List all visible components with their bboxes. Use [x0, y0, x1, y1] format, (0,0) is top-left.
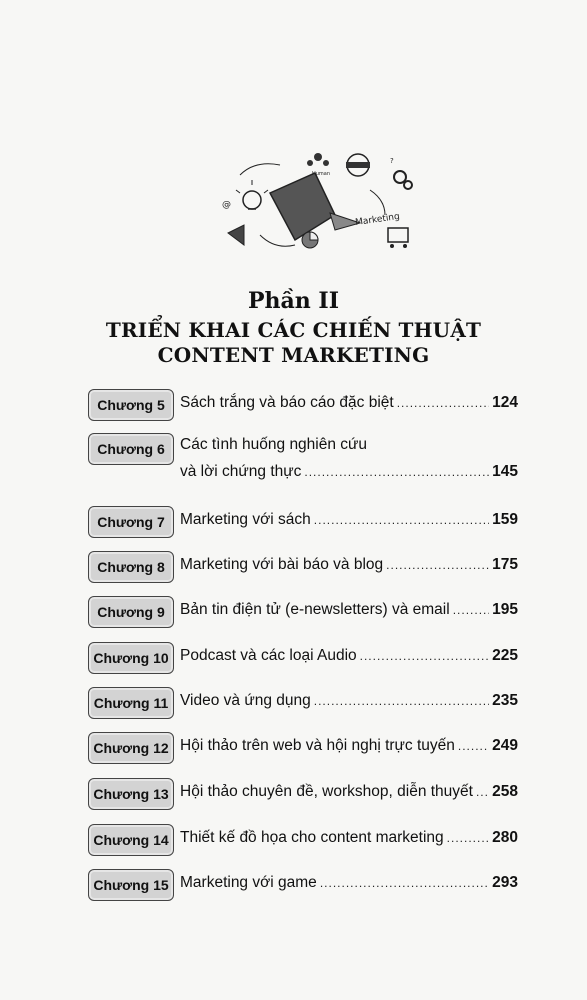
chapter-badge: Chương 11 — [88, 687, 174, 719]
chapter-title: và lời chứng thực — [180, 463, 302, 480]
chapter-title: Thiết kế đồ họa cho content marketing — [180, 829, 444, 846]
chapter-badge: Chương 6 — [88, 433, 174, 465]
marketing-doodle-illustration — [210, 145, 425, 265]
speaker-icon — [228, 225, 244, 245]
dot-leader — [320, 876, 489, 890]
page-number: 258 — [492, 783, 518, 800]
page-number: 235 — [492, 692, 518, 709]
dot-leader — [360, 649, 489, 663]
page-number: 159 — [492, 511, 518, 528]
dot-leader — [458, 739, 489, 753]
svg-text:?: ? — [390, 157, 394, 165]
chapter-badge: Chương 9 — [88, 596, 174, 628]
chapter-title: Video và ứng dụng — [180, 692, 311, 709]
chapter-title: Bản tin điện tử (e-newsletters) và email — [180, 601, 450, 618]
dot-leader — [304, 465, 489, 479]
chapter-title: Marketing với bài báo và blog — [180, 556, 384, 573]
shopping-cart-icon — [388, 228, 408, 242]
gear-icon — [394, 171, 406, 183]
dot-leader — [397, 396, 489, 410]
svg-text:Marketing: Marketing — [354, 211, 401, 229]
page-number: 293 — [492, 874, 518, 891]
dot-leader — [453, 603, 489, 617]
chapter-badge: Chương 7 — [88, 506, 174, 538]
chapter-badge: Chương 5 — [88, 389, 174, 421]
part-title-line-1: TRIỂN KHAI CÁC CHIẾN THUẬT — [105, 318, 482, 342]
dot-leader — [476, 785, 489, 799]
chapter-title: Marketing với game — [180, 874, 317, 891]
lightbulb-icon — [243, 191, 261, 209]
page-number: 145 — [492, 463, 518, 480]
chapter-title: Podcast và các loại Audio — [180, 647, 357, 664]
page-number: 175 — [492, 556, 518, 573]
person-icon — [314, 153, 322, 161]
dot-leader — [314, 694, 489, 708]
page-number: 280 — [492, 829, 518, 846]
chapter-title: Sách trắng và báo cáo đặc biệt — [180, 394, 394, 411]
chapter-badge: Chương 14 — [88, 824, 174, 856]
chapter-badge: Chương 8 — [88, 551, 174, 583]
dot-leader — [386, 558, 489, 572]
part-label: Phần II — [247, 288, 340, 314]
page-number: 249 — [492, 737, 518, 754]
page-number: 225 — [492, 647, 518, 664]
page-number: 195 — [492, 601, 518, 618]
megaphone-icon — [270, 173, 335, 240]
chapter-title-line-1: Các tình huống nghiên cứu — [180, 436, 368, 453]
chapter-title: Hội thảo trên web và hội nghị trực tuyến — [180, 737, 455, 754]
chapter-title: Hội thảo chuyên đề, workshop, diễn thuyết — [180, 783, 473, 800]
part-title-line-2: CONTENT MARKETING — [157, 343, 430, 367]
page-number: 124 — [492, 394, 518, 411]
svg-text:Human: Human — [312, 171, 331, 177]
chapter-title: Marketing với sách — [180, 511, 311, 528]
chapter-badge: Chương 10 — [88, 642, 174, 674]
dot-leader — [447, 831, 489, 845]
dot-leader — [314, 513, 489, 527]
svg-text:@: @ — [222, 200, 231, 210]
chapter-badge: Chương 15 — [88, 869, 174, 901]
chapter-badge: Chương 12 — [88, 732, 174, 764]
chapter-badge: Chương 13 — [88, 778, 174, 810]
